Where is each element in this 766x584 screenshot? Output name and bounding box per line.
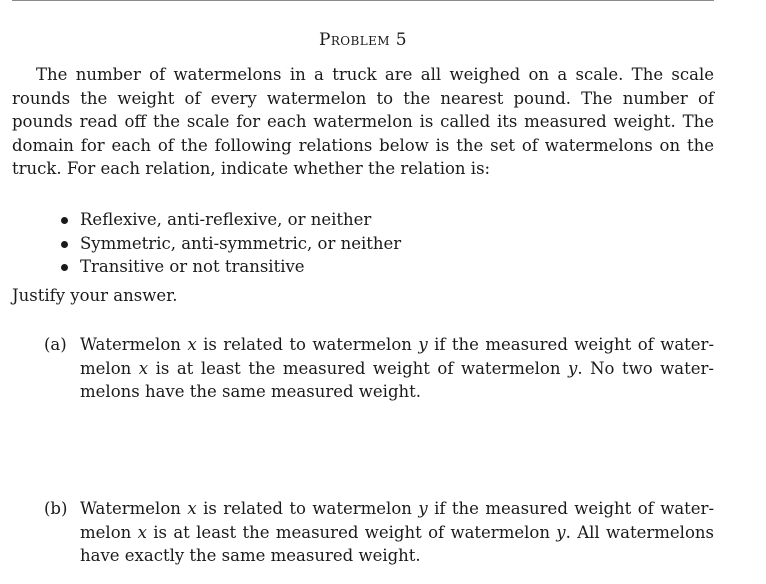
part-a [44,333,714,404]
property-list [58,208,401,279]
justify-instruction: Justify your answer. [12,286,178,305]
part-label: (b) [44,499,68,518]
part-label: (a) [44,335,67,354]
intro-paragraph: The number of watermelons in a truck are all weighed on a scale. The scale rounds the weight of every watermelon to the nearest pound. The number of pounds read off the scale for each watermelon is called its measured weight. The domain for each of the following relations below is the set of watermelons on the truck. For each relation, indicate whether the relation is: [12,65,714,178]
problem-title: Problem 5 [319,30,407,50]
part-text: Watermelon x is related to watermelon y if the measured weight of watermelon x is at least the measured weight of watermelon y. No two watermelons have the same measured weight. [80,335,715,401]
part-b [44,497,714,568]
part-text: Watermelon x is related to watermelon y if the measured weight of watermelon x is at least the measured weight of watermelon y. All watermelons have exactly the same measured weight. [80,499,715,565]
top-rule [12,0,714,1]
list-item: Transitive or not transitive [58,255,401,279]
list-item: Reflexive, anti-reflexive, or neither [58,208,401,232]
bullet-icon [61,264,68,271]
list-item: Symmetric, anti-symmetric, or neither [58,232,401,256]
bullet-icon [61,217,68,224]
bullet-icon [61,241,68,248]
